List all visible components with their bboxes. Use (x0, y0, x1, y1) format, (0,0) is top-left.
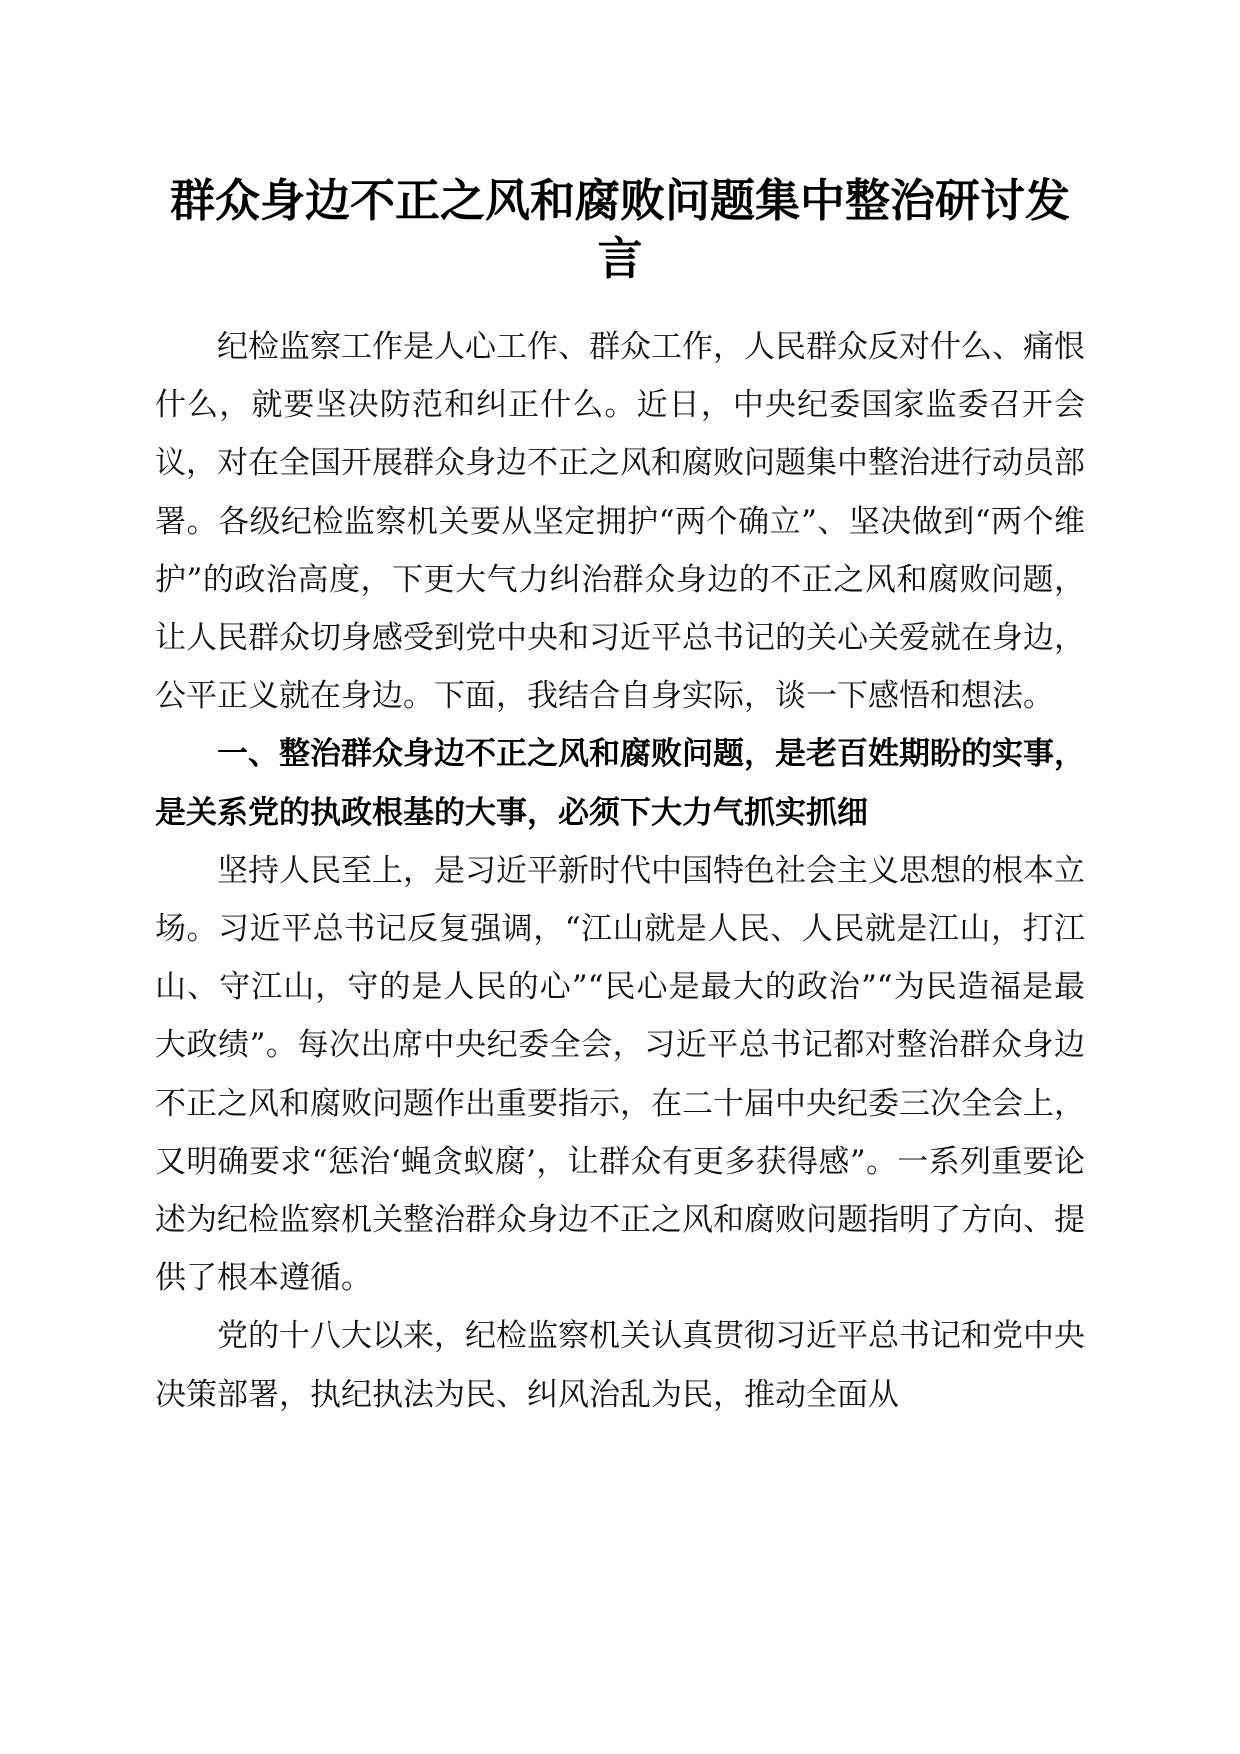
paragraph-intro: 纪检监察工作是人心工作、群众工作，人民群众反对什么、痛恨什么，就要坚决防范和纠正什么。近日，中央纪委国家监委召开会议，对在全国开展群众身边不正之风和腐败问题集中整治进行动员部署。各级纪检监察机关要从坚定拥护“两个确立”、坚决做到“两个维护”的政治高度，下更大气力纠治群众身边的不正之风和腐败问题，让人民群众切身感受到党中央和习近平总书记的关心关爱就在身边，公平正义就在身边。下面，我结合自身实际，谈一下感悟和想法。 (155, 329, 1085, 715)
section-heading-1: 一、整治群众身边不正之风和腐败问题，是老百姓期盼的实事，是关系党的执政根基的大事，必须下大力气抓实抓细 (155, 736, 1085, 831)
document-title: 群众身边不正之风和腐败问题集中整治研讨发言 (169, 174, 1070, 285)
paragraph-since-18th-congress: 党的十八大以来，纪检监察机关认真贯彻习近平总书记和党中央决策部署，执纪执法为民、纠风治乱为民，推动全面从 (155, 1318, 1085, 1413)
document-body (155, 318, 1085, 1424)
paragraph-people-first: 坚持人民至上，是习近平新时代中国特色社会主义思想的根本立场。习近平总书记反复强调，“江山就是人民、人民就是江山，打江山、守江山，守的是人民的心”“民心是最大的政治”“为民造福是最大政绩”。每次出席中央纪委全会，习近平总书记都对整治群众身边不正之风和腐败问题作出重要指示，在二十届中央纪委三次全会上，又明确要求“惩治‘蝇贪蚁腐’，让群众有更多获得感”。一系列重要论述为纪检监察机关整治群众身边不正之风和腐败问题指明了方向、提供了根本遵循。 (155, 852, 1085, 1297)
